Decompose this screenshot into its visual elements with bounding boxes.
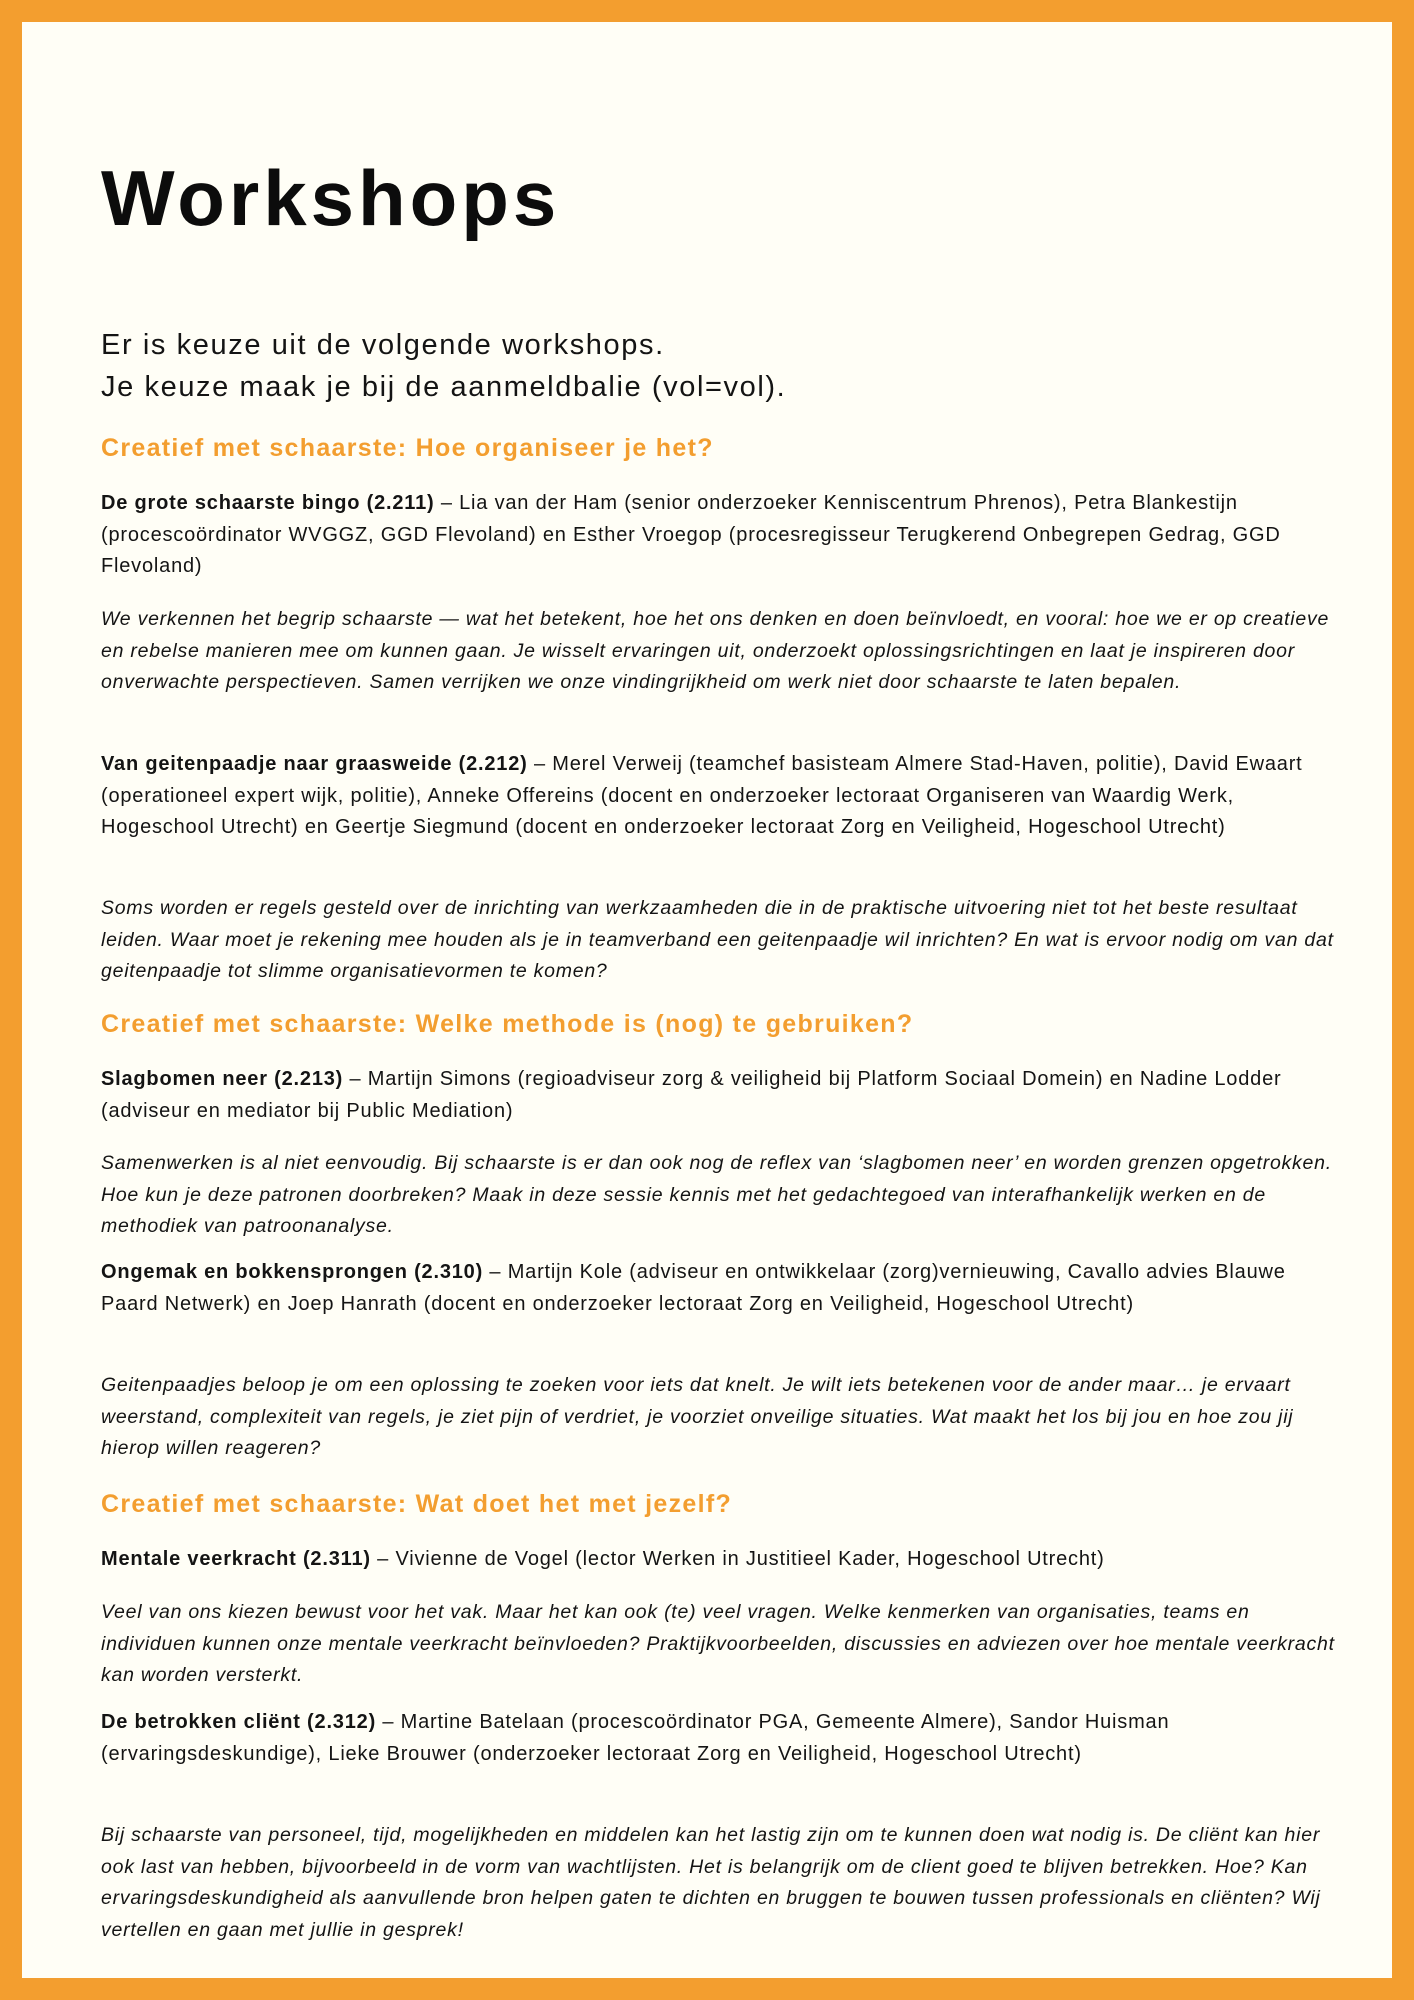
workshop-entry — [101, 1257, 1341, 1320]
workshop-name: De betrokken cliënt (2.312) — [101, 1711, 377, 1733]
intro-line: Je keuze maak je bij de aanmeldbalie (vol=vol). — [101, 371, 787, 403]
workshop-description: Bij schaarste van personeel, tijd, mogelijkheden en middelen kan het lastig zijn om te kunnen doen wat nodig is. De cliënt kan hier ook last van hebben, bijvoorbeeld in de vorm van wachtlijsten. Het is belangrijk om de client goed te blijven betrekken. Hoe? Kan ervaringsdeskundigheid als aanvullende bron helpen gaten te dichten en bruggen te bouwen tussen professionals en cliënten? Wij vertellen en gaan met jullie in gesprek! — [101, 1824, 1321, 1941]
workshop-name: De grote schaarste bingo (2.211) — [101, 492, 435, 514]
workshop-name: Van geitenpaadje naar graasweide (2.212) — [101, 753, 528, 775]
workshop-description: We verkennen het begrip schaarste — wat het betekent, hoe het ons denken en doen beïnvloedt, en vooral: hoe we er op creatieve en rebelse manieren mee om kunnen gaan. Je wisselt ervaringen uit, onderzoekt oplossingsrichtingen en laat je inspireren door onverwachte perspectieven. Samen verrijken we onze vindingrijkheid om werk niet door schaarste te laten bepalen. — [101, 608, 1330, 693]
workshop-presenters: – Martine Batelaan (procescoördinator PGA, Gemeente Almere), Sandor Huisman (ervaringsdeskundige), Lieke Brouwer (onderzoeker lectoraat Zorg en Veiligheid, Hogeschool Utrecht) — [101, 1711, 1170, 1765]
workshop-description: Veel van ons kiezen bewust voor het vak. Maar het kan ook (te) veel vragen. Welke kenmerken van organisaties, teams en individuen kunnen onze mentale veerkracht beïnvloeden? Praktijkvoorbeelden, discussies en adviezen over hoe mentale veerkracht kan worden versterkt. — [101, 1601, 1335, 1686]
workshop-presenters: – Vivienne de Vogel (lector Werken in Justitieel Kader, Hogeschool Utrecht) — [370, 1548, 1105, 1570]
workshop-entry — [101, 1064, 1341, 1127]
page-frame — [22, 22, 1392, 1978]
page-content — [101, 150, 1341, 1941]
workshop-description: Samenwerken is al niet eenvoudig. Bij schaarste is er dan ook nog de reflex van ‘slagbomen neer’ en worden grenzen opgetrokken. Hoe kun je deze patronen doorbreken? Maak in deze sessie kennis met het gedachtegoed van interafhankelijk werken en de methodiek van patroonanalyse. — [101, 1152, 1332, 1237]
workshop-entry — [101, 488, 1341, 583]
workshop-entry — [101, 749, 1341, 844]
section-heading: Creatief met schaarste: Wat doet het met jezelf? — [101, 1490, 733, 1518]
workshop-description: Soms worden er regels gesteld over de inrichting van werkzaamheden die in de praktische uitvoering niet tot het beste resultaat leiden. Waar moet je rekening mee houden als je in teamverband een geitenpaadje wil inrichten? En wat is ervoor nodig om van dat geitenpaadje tot slimme organisatievormen te komen? — [101, 897, 1334, 982]
workshop-presenters: – Lia van der Ham (senior onderzoeker Kenniscentrum Phrenos), Petra Blankestijn (procescoördinator WVGGZ, GGD Flevoland) en Esther Vroegop (procesregisseur Terugkerend Onbegrepen Gedrag, GGD Flevoland) — [101, 492, 1281, 577]
page-title: Workshops — [101, 154, 561, 242]
workshop-presenters: – Martijn Kole (adviseur en ontwikkelaar (zorg)vernieuwing, Cavallo advies Blauwe Paard Netwerk) en Joep Hanrath (docent en onderzoeker lectoraat Zorg en Veiligheid, Hogeschool Utrecht) — [101, 1261, 1286, 1315]
workshop-presenters: – Martijn Simons (regioadviseur zorg & veiligheid bij Platform Sociaal Domein) en Nadine Lodder (adviseur en mediator bij Public Mediation) — [101, 1068, 1282, 1122]
workshop-name: Ongemak en bokkensprongen (2.310) — [101, 1261, 484, 1283]
intro-line: Er is keuze uit de volgende workshops. — [101, 329, 665, 361]
section-heading: Creatief met schaarste: Welke methode is (nog) te gebruiken? — [101, 1010, 914, 1038]
workshop-name: Mentale veerkracht (2.311) — [101, 1548, 371, 1570]
intro-text — [101, 324, 1341, 408]
workshop-name: Slagbomen neer (2.213) — [101, 1068, 344, 1090]
workshop-presenters: – Merel Verweij (teamchef basisteam Almere Stad-Haven, politie), David Ewaart (operationeel expert wijk, politie), Anneke Offereins (docent en onderzoeker lectoraat Organiseren van Waardig Werk, Hogeschool Utrecht) en Geertje Siegmund (docent en onderzoeker lectoraat Zorg en Veiligheid, Hogeschool Utrecht) — [101, 753, 1303, 838]
workshop-entry — [101, 1707, 1341, 1770]
workshop-entry — [101, 1544, 1341, 1576]
section-heading: Creatief met schaarste: Hoe organiseer je het? — [101, 434, 714, 462]
workshop-description: Geitenpaadjes beloop je om een oplossing te zoeken voor iets dat knelt. Je wilt iets betekenen voor de ander maar… je ervaart weerstand, complexiteit van regels, je ziet pijn of verdriet, je voorziet onveilige situaties. Wat maakt het los bij jou en hoe zou jij hierop willen reageren? — [101, 1374, 1294, 1459]
